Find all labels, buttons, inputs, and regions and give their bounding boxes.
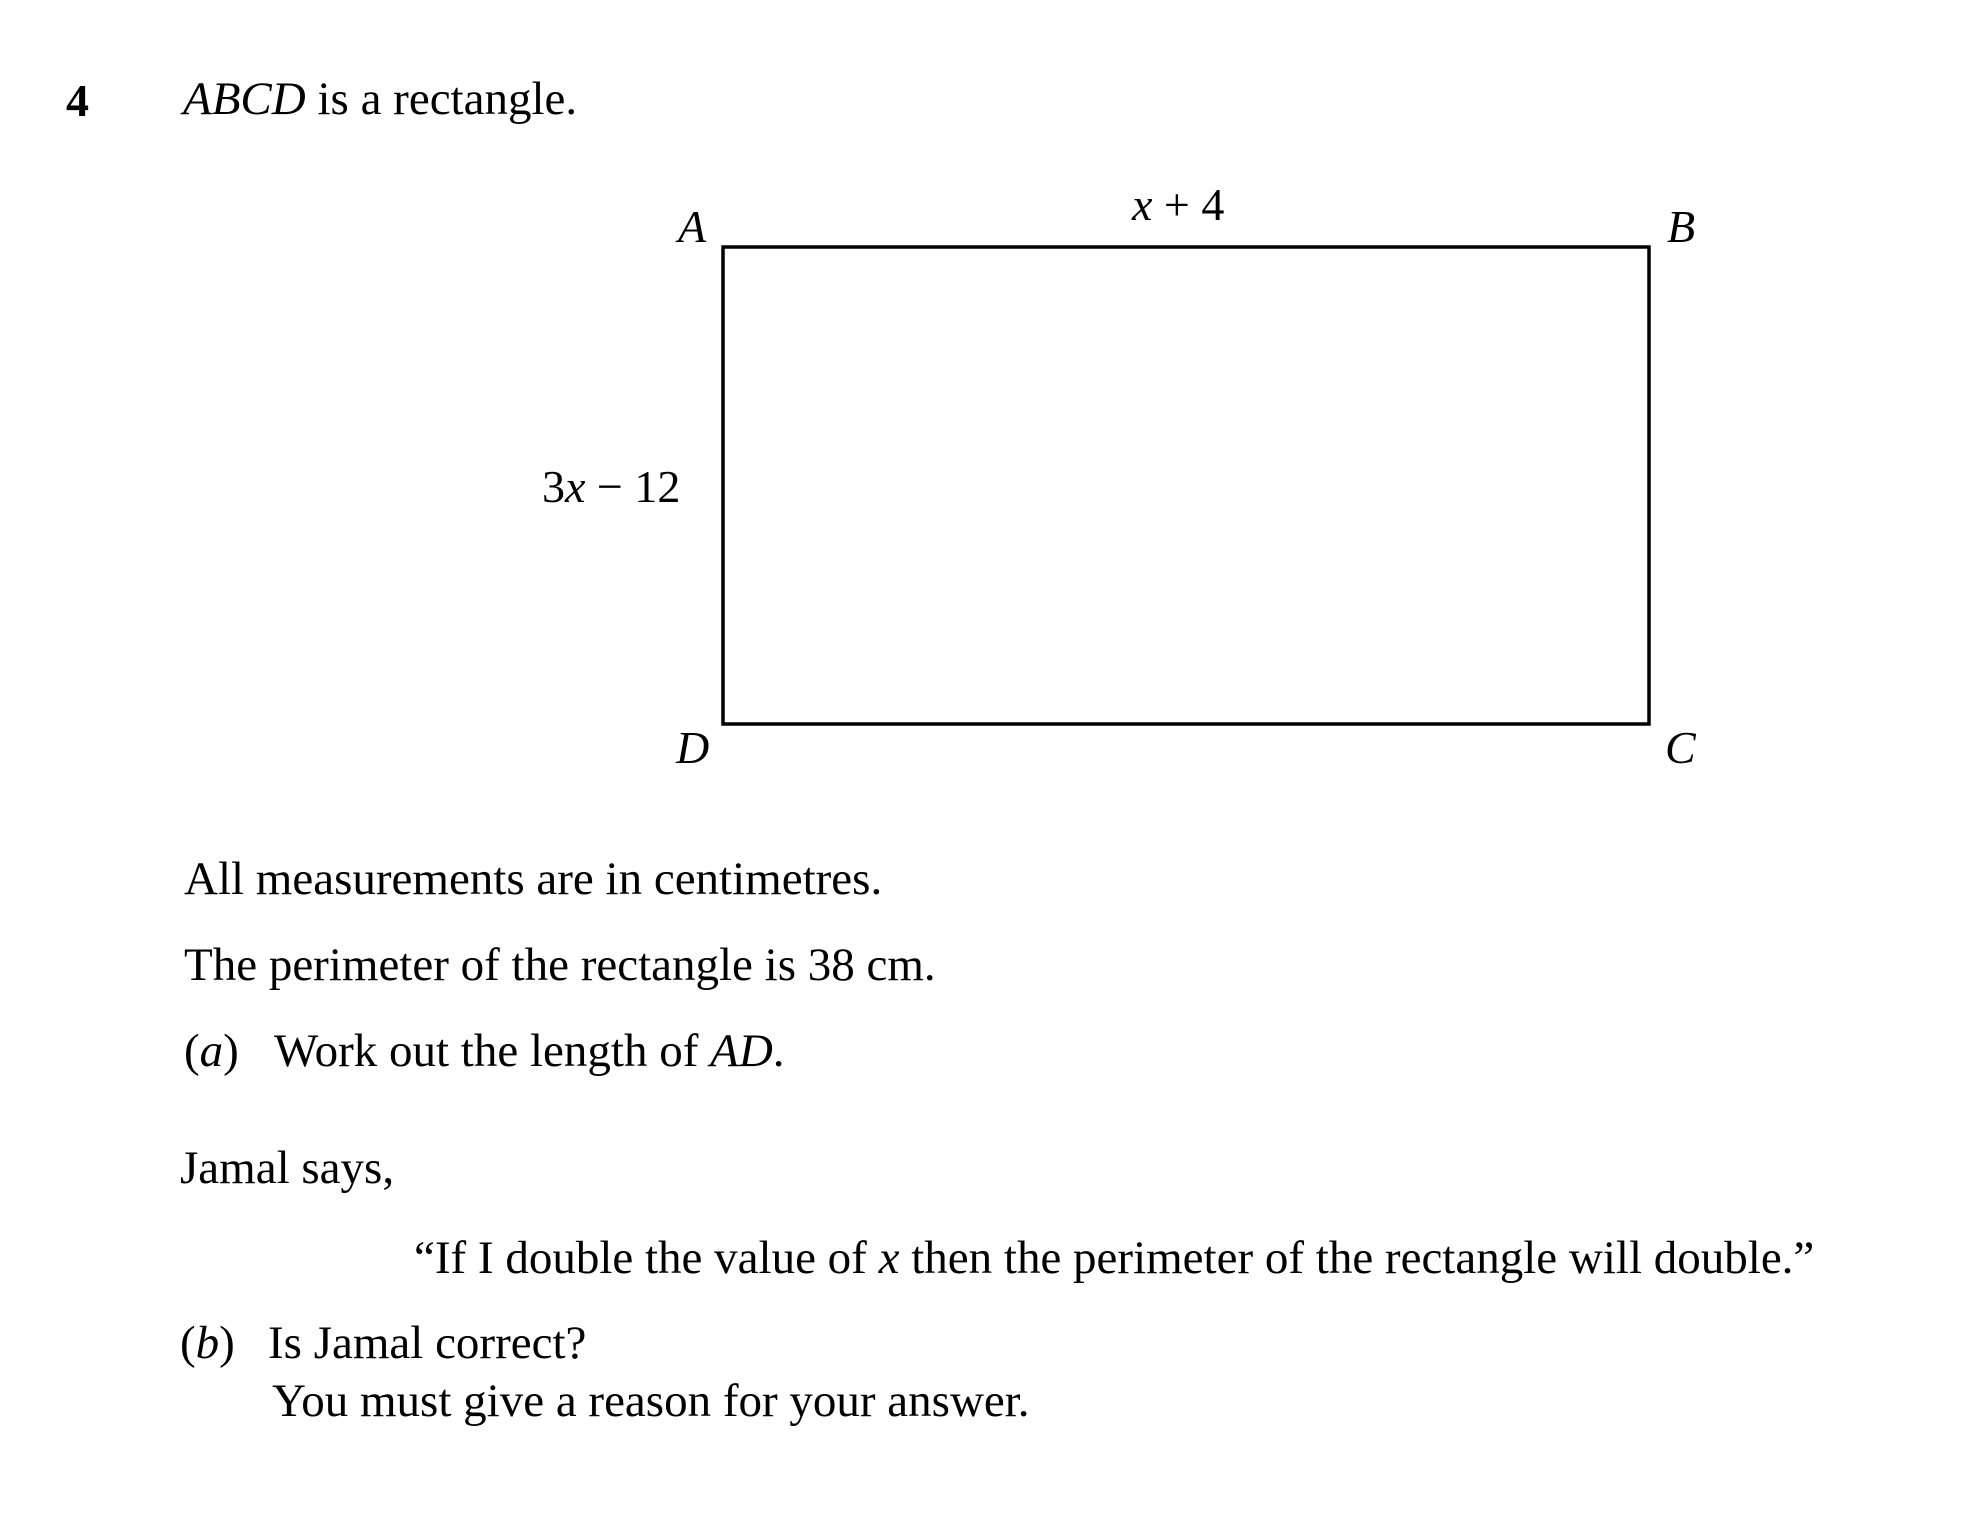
side-ad-variable: x xyxy=(565,461,586,512)
side-ad-coefficient: 3 xyxy=(542,461,565,512)
question-number: 4 xyxy=(66,75,89,126)
side-ab-variable: x xyxy=(1132,179,1153,230)
vertex-c-label: C xyxy=(1665,722,1696,773)
intro-text: is a rectangle. xyxy=(305,73,578,125)
part-a-label: (a) xyxy=(184,1025,239,1077)
quote-variable: x xyxy=(878,1232,900,1284)
jamal-says: Jamal says, xyxy=(180,1142,395,1194)
part-b-instruction: You must give a reason for your answer. xyxy=(272,1375,1030,1427)
rectangle-abcd xyxy=(723,247,1649,724)
rectangle-name: ABCD xyxy=(183,73,306,125)
part-b xyxy=(180,1316,586,1370)
side-ad-label xyxy=(542,461,680,512)
jamal-quote: “If I double the value of x then the perimeter of the rectangle will double.” xyxy=(414,1232,1815,1284)
side-ab-constant: + 4 xyxy=(1152,179,1225,230)
vertex-b-label: B xyxy=(1667,201,1696,252)
part-a: (a) Work out the length of AD. xyxy=(184,1025,785,1077)
part-a-question: Work out the length of xyxy=(274,1025,711,1077)
perimeter-statement: The perimeter of the rectangle is 38 cm. xyxy=(184,939,936,991)
side-ab-label xyxy=(1131,179,1224,230)
vertex-d-label: D xyxy=(676,722,710,773)
side-ad-constant: − 12 xyxy=(585,461,681,512)
part-b-question: Is Jamal correct? xyxy=(268,1317,587,1369)
part-b-label: (b) xyxy=(180,1317,235,1369)
measurements-statement: All measurements are in centimetres. xyxy=(184,853,883,905)
part-a-side: AD xyxy=(710,1025,773,1077)
vertex-a-label: A xyxy=(678,201,707,252)
